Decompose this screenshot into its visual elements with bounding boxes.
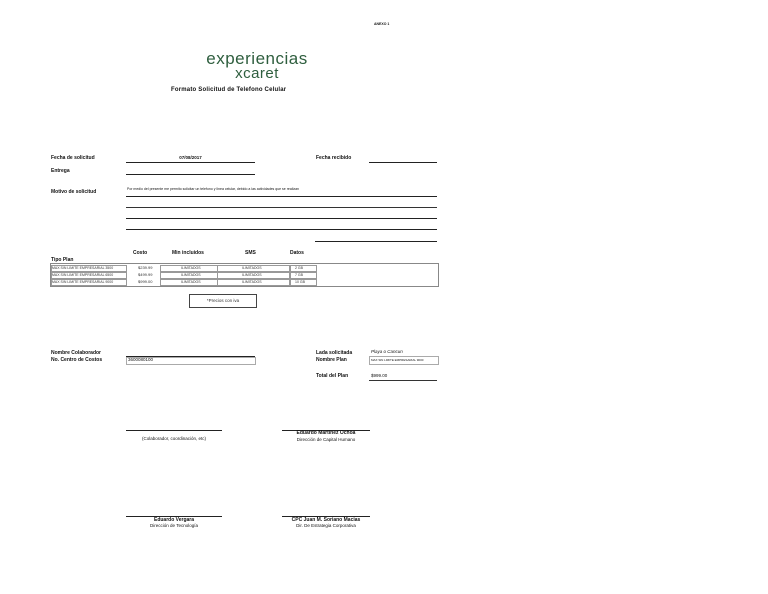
- table-row[interactable]: [51, 279, 438, 285]
- fecha-recibido-label: Fecha recibido: [316, 155, 352, 161]
- centro-costos-value[interactable]: 3600080100: [128, 357, 154, 362]
- header-datos: Datos: [290, 250, 304, 256]
- plan-sms: ILIMITADOS: [242, 280, 262, 284]
- plan-name: MAX SIN LIMITE EMPRESARIAL 9000: [52, 280, 114, 284]
- plan-cost: $999.00: [138, 279, 153, 284]
- signature-role-estrategia: Dir. De Estrategia Corporativa: [296, 523, 356, 528]
- motivo-label: Motivo de solicitud: [51, 189, 97, 195]
- total-plan-value[interactable]: $999.00: [371, 373, 388, 378]
- plan-cost: $499.99: [138, 272, 153, 277]
- lada-value[interactable]: Playa o Cancun: [371, 349, 403, 354]
- plan-cost: $239.99: [138, 265, 153, 270]
- company-logo: [205, 51, 309, 80]
- motivo-line-1: [126, 196, 437, 197]
- total-plan-underline: [369, 380, 437, 381]
- motivo-line-2: [126, 207, 437, 208]
- tipo-plan-label: Tipo Plan: [51, 257, 74, 263]
- header-min: Min incluidos: [172, 250, 204, 256]
- nombre-plan-label: Nombre Plan: [316, 357, 347, 363]
- plan-name: MAX SIN LIMITE EMPRESARIAL 3500: [52, 266, 114, 270]
- annex-label: ANEXO 1: [374, 22, 390, 26]
- entrega-label: Entrega: [51, 168, 70, 174]
- fecha-solicitud-underline: [126, 162, 255, 163]
- fecha-solicitud-value[interactable]: 07/08/2017: [179, 155, 202, 160]
- total-plan-label: Total del Plan: [316, 373, 349, 379]
- plan-datos: 2 GB: [295, 266, 303, 270]
- logo-line1: experiencias: [206, 49, 308, 68]
- nombre-colaborador-label: Nombre Colaborador: [51, 350, 102, 356]
- header-costo: Costo: [133, 250, 148, 256]
- datos-cell: [289, 272, 317, 279]
- plan-min: ILIMITADOS: [181, 280, 201, 284]
- plan-sms: ILIMITADOS: [242, 273, 262, 277]
- datos-cell: [289, 265, 317, 272]
- signature-role-tecnologia: Dirección de Tecnología: [150, 523, 198, 528]
- lada-label: Lada solicitada: [316, 350, 353, 356]
- signature-colaborador-caption: (Colaborador, coordinación, etc): [141, 436, 207, 441]
- motivo-line-4: [126, 229, 437, 230]
- price-note: *Precios con iva: [189, 294, 257, 308]
- signature-name-estrategia: CPC Juan M. Soriano Macias: [291, 517, 361, 523]
- page-title: Formato Solicitud de Telefono Celular: [171, 87, 287, 93]
- signature-role-capital-humano: Dirección de Capital Humano: [296, 437, 356, 442]
- logo-line2: xcaret: [235, 65, 279, 82]
- motivo-line-5: [315, 241, 437, 242]
- plan-datos: 10 GB: [295, 280, 305, 284]
- fecha-solicitud-label: Fecha de solicitud: [51, 155, 95, 161]
- plans-table: [50, 263, 439, 287]
- motivo-line-3: [126, 218, 437, 219]
- nombre-plan-value[interactable]: MAX SIN LIMITE EMPRESARIAL 9000: [371, 358, 424, 362]
- plan-min: ILIMITADOS: [181, 266, 201, 270]
- signature-name-tecnologia: Eduardo Vergara: [153, 517, 194, 523]
- plan-datos: 7 GB: [295, 273, 303, 277]
- motivo-value[interactable]: Por medio del presente me permito solicitar un telefono y linea celular, debido a las actividades que se realizan: [127, 187, 299, 191]
- plan-sms: ILIMITADOS: [242, 266, 262, 270]
- table-row[interactable]: [51, 272, 438, 278]
- table-row[interactable]: [51, 265, 438, 271]
- fecha-recibido-field[interactable]: [369, 162, 437, 163]
- signature-line-colaborador: [126, 430, 222, 431]
- plan-name: MAX SIN LIMITE EMPRESARIAL 6500: [52, 273, 114, 277]
- centro-costos-label: No. Centro de Costos: [51, 357, 103, 363]
- signature-name-capital-humano: Eduardo Martinez Ochoa: [296, 430, 356, 436]
- plan-min: ILIMITADOS: [181, 273, 201, 277]
- header-sms: SMS: [245, 250, 256, 256]
- entrega-field[interactable]: [126, 174, 255, 175]
